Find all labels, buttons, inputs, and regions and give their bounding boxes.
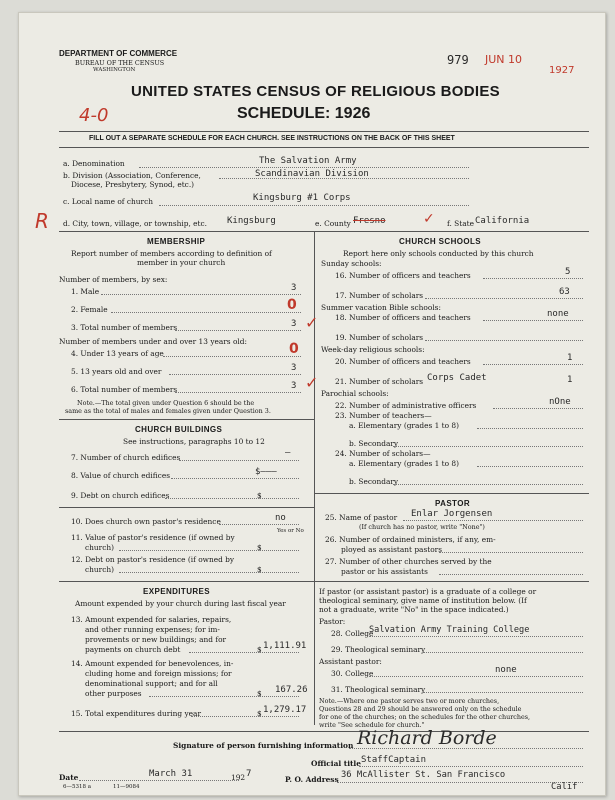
q15-value: 1,279.17 [263, 705, 307, 715]
schedule-number: 979 [447, 53, 469, 67]
q23-label: 23. Number of teachers— [335, 411, 432, 420]
q7-value: — [285, 448, 291, 458]
census-schedule-sheet [18, 12, 606, 796]
local-name-value: Kingsburg #1 Corps [253, 193, 351, 203]
q26-label-2: ployed as assistant pastors [341, 545, 443, 554]
bureau-city: WASHINGTON [93, 67, 136, 73]
bureau-name: BUREAU OF THE CENSUS [75, 59, 165, 67]
date-label: Date [59, 773, 79, 782]
q18-label: 18. Number of officers and teachers [335, 313, 471, 322]
q28-label: 28. College [331, 629, 374, 638]
q2-label: 2. Female [71, 305, 108, 314]
signature-label: Signature of person furnishing information [173, 741, 354, 750]
q14-label-1: 14. Amount expended for benevolences, in- [71, 659, 234, 668]
local-name-label: c. Local name of church [63, 197, 153, 206]
q14-value: 167.26 [275, 685, 308, 695]
membership-intro-2: member in your church [137, 258, 226, 267]
assistant-pastor-label: Assistant pastor: [319, 657, 382, 666]
pastor-note-1: Note.—Where one pastor serves two or more churches, [319, 697, 500, 705]
q23a-label: a. Elementary (grades 1 to 8) [349, 421, 460, 430]
pastor-note-2: Questions 28 and 29 should be answered only on the schedule [319, 705, 522, 713]
q27-label-1: 27. Number of other churches served by the [325, 557, 492, 566]
form-number-1: 6—5318 a [63, 784, 92, 790]
po-address-label: P. O. Address [285, 775, 339, 784]
by-sex-label: Number of members, by sex: [59, 275, 168, 284]
q4-label: 4. Under 13 years of age [71, 349, 164, 358]
grad-note-2: theological seminary, give name of institution below. (If [319, 596, 527, 605]
q10-label: 10. Does church own pastor's residence [71, 517, 221, 526]
q2-value: 0 [287, 297, 297, 313]
q13-label-1: 13. Amount expended for salaries, repairs, [71, 615, 232, 624]
red-check-q6: ✓ [305, 373, 319, 392]
q27-label-2: pastor or his assistants [341, 567, 428, 576]
year-value: 7 [246, 769, 252, 779]
division-value: Scandinavian Division [255, 169, 369, 179]
q21-label: 21. Number of scholars [335, 377, 424, 386]
membership-note-1: Note.—The total given under Question 6 should be the [77, 399, 255, 407]
q23b-label: b. Secondary [349, 439, 399, 448]
q8-label: 8. Value of church edifices [71, 471, 170, 480]
q12-label-2: church) [85, 565, 114, 574]
parochial-schools-label: Parochial schools: [321, 389, 389, 398]
q16-label: 16. Number of officers and teachers [335, 271, 471, 280]
po-address-value-2: Calif [551, 782, 578, 792]
q6-label: 6. Total number of members [71, 385, 178, 394]
by-age-label: Number of members under and over 13 years old: [59, 337, 247, 346]
q25-note: (If church has no pastor, write "None") [359, 523, 485, 531]
q14-label-4: other purposes [85, 689, 142, 698]
instruction-line: FILL OUT A SEPARATE SCHEDULE FOR EACH CHURCH. SEE INSTRUCTIONS ON THE BACK OF THIS SHEET [89, 135, 455, 142]
q13-label-2: and other running expenses; for im- [85, 625, 220, 634]
q6-value: 3 [291, 381, 297, 391]
q11-dollar: $ [257, 543, 262, 552]
q14-dollar: $ [257, 689, 262, 698]
q5-label: 5. 13 years old and over [71, 367, 162, 376]
q17-value: 63 [559, 287, 570, 297]
dept-name: DEPARTMENT OF COMMERCE [59, 49, 178, 58]
q5-value: 3 [291, 363, 297, 373]
sunday-schools-label: Sunday schools: [321, 259, 382, 268]
q15-dollar: $ [257, 709, 262, 718]
state-value: California [475, 216, 530, 226]
q22-label: 22. Number of administrative officers [335, 401, 477, 410]
q1-value: 3 [291, 283, 297, 293]
q10-value: no [275, 513, 286, 523]
county-value: Fresno [353, 216, 386, 226]
division-label-2: Diocese, Presbytery, Synod, etc.) [71, 180, 195, 189]
form-number-2: 11—9084 [113, 784, 140, 790]
denomination-label: a. Denomination [63, 159, 125, 168]
weekday-schools-label: Week-day religious schools: [321, 345, 425, 354]
q14-label-2: cluding home and foreign missions; for [85, 669, 232, 678]
form-title: UNITED STATES CENSUS OF RELIGIOUS BODIES [131, 83, 500, 100]
pastor-note-3: for one of the churches; on the schedules for the other churches, [319, 713, 531, 721]
membership-intro-1: Report number of members according to definition of [71, 249, 272, 258]
grad-note-1: If pastor (or assistant pastor) is a graduate of a college or [319, 587, 537, 596]
q3-label: 3. Total number of members [71, 323, 178, 332]
q19-label: 19. Number of scholars [335, 333, 424, 342]
membership-heading: MEMBERSHIP [147, 237, 206, 246]
q20-label: 20. Number of officers and teachers [335, 357, 471, 366]
q9-label: 9. Debt on church edifices [71, 491, 170, 500]
q18-value: none [547, 309, 569, 319]
q17-label: 17. Number of scholars [335, 291, 424, 300]
buildings-heading: CHURCH BUILDINGS [135, 425, 223, 434]
q12-label-1: 12. Debt on pastor's residence (if owned by [71, 555, 235, 564]
city-label: d. City, town, village, or township, etc. [63, 219, 208, 228]
buildings-intro: See instructions, paragraphs 10 to 12 [123, 437, 265, 446]
schedule-title: SCHEDULE: 1926 [237, 105, 371, 122]
q16-value: 5 [565, 267, 571, 277]
q9-dollar: $ [257, 491, 262, 500]
schools-heading: CHURCH SCHOOLS [399, 237, 482, 246]
date-value: March 31 [149, 769, 193, 779]
q11-label-2: church) [85, 543, 114, 552]
summer-schools-label: Summer vacation Bible schools: [321, 303, 441, 312]
pastor-heading: PASTOR [435, 499, 470, 508]
grad-note-3: not a graduate, write "No" in the space indicated.) [319, 605, 509, 614]
q25-label: 25. Name of pastor [325, 513, 398, 522]
q11-label-1: 11. Value of pastor's residence (if owned by [71, 533, 235, 542]
q22-value: nOne [549, 397, 571, 407]
q7-label: 7. Number of church edifices [71, 453, 181, 462]
q31-label: 31. Theological seminary [331, 685, 426, 694]
red-check-q3: ✓ [305, 313, 319, 332]
pastor-sub-label: Pastor: [319, 617, 346, 626]
expenditures-intro: Amount expended by your church during last fiscal year [75, 599, 286, 608]
q13-label-3: provements or new buildings; and for [85, 635, 227, 644]
q25-value: Enlar Jorgensen [411, 509, 493, 519]
po-address-value-1: 36 McAllister St. San Francisco [341, 770, 506, 780]
q28-value: Salvation Army Training College [369, 625, 530, 635]
q30-label: 30. College [331, 669, 374, 678]
q12-dollar: $ [257, 565, 262, 574]
q4-value: 0 [289, 341, 299, 357]
q1-label: 1. Male [71, 287, 100, 296]
schools-intro: Report here only schools conducted by this church [343, 249, 534, 258]
q20-value: 1 [567, 353, 573, 363]
q30-value: none [495, 665, 517, 675]
division-label-1: b. Division (Association, Conference, [63, 171, 201, 180]
q15-label: 15. Total expenditures during year [71, 709, 201, 718]
year-prefix: 192 [231, 773, 246, 782]
q24a-label: a. Elementary (grades 1 to 8) [349, 459, 460, 468]
membership-note-2: same as the total of males and females given under Question 3. [65, 407, 271, 415]
received-stamp-year: 1927 [549, 65, 575, 76]
q29-label: 29. Theological seminary [331, 645, 426, 654]
pastor-note-4: write "See schedule for church." [319, 721, 425, 729]
q8-value: $——— [255, 467, 277, 477]
denomination-value: The Salvation Army [259, 156, 357, 166]
received-stamp-date: JUN 10 [485, 53, 523, 66]
q24-label: 24. Number of scholars— [335, 449, 431, 458]
q14-label-3: denominational support; and for all [85, 679, 218, 688]
q26-label-1: 26. Number of ordained ministers, if any, em- [325, 535, 496, 544]
q24b-label: b. Secondary [349, 477, 399, 486]
q13-dollar: $ [257, 645, 262, 654]
q3-value: 3 [291, 319, 297, 329]
q21-note: Corps Cadet [427, 373, 487, 383]
red-handwritten-mark: 4-0 [79, 105, 109, 126]
q10-yes-no: Yes or No [277, 528, 304, 534]
red-r-mark: R [35, 209, 49, 233]
signature-handwriting: Richard Borde [357, 727, 497, 749]
q13-label-4: payments on church debt [85, 645, 181, 654]
city-value: Kingsburg [227, 216, 276, 226]
red-check-county: ✓ [423, 211, 435, 227]
expenditures-heading: EXPENDITURES [143, 587, 211, 596]
county-label: e. County [315, 219, 351, 228]
q13-value: 1,111.91 [263, 641, 307, 651]
q21-value: 1 [567, 375, 573, 385]
state-label: f. State [447, 219, 474, 228]
official-title-label: Official title [311, 759, 361, 768]
official-title-value: StaffCaptain [361, 755, 427, 765]
